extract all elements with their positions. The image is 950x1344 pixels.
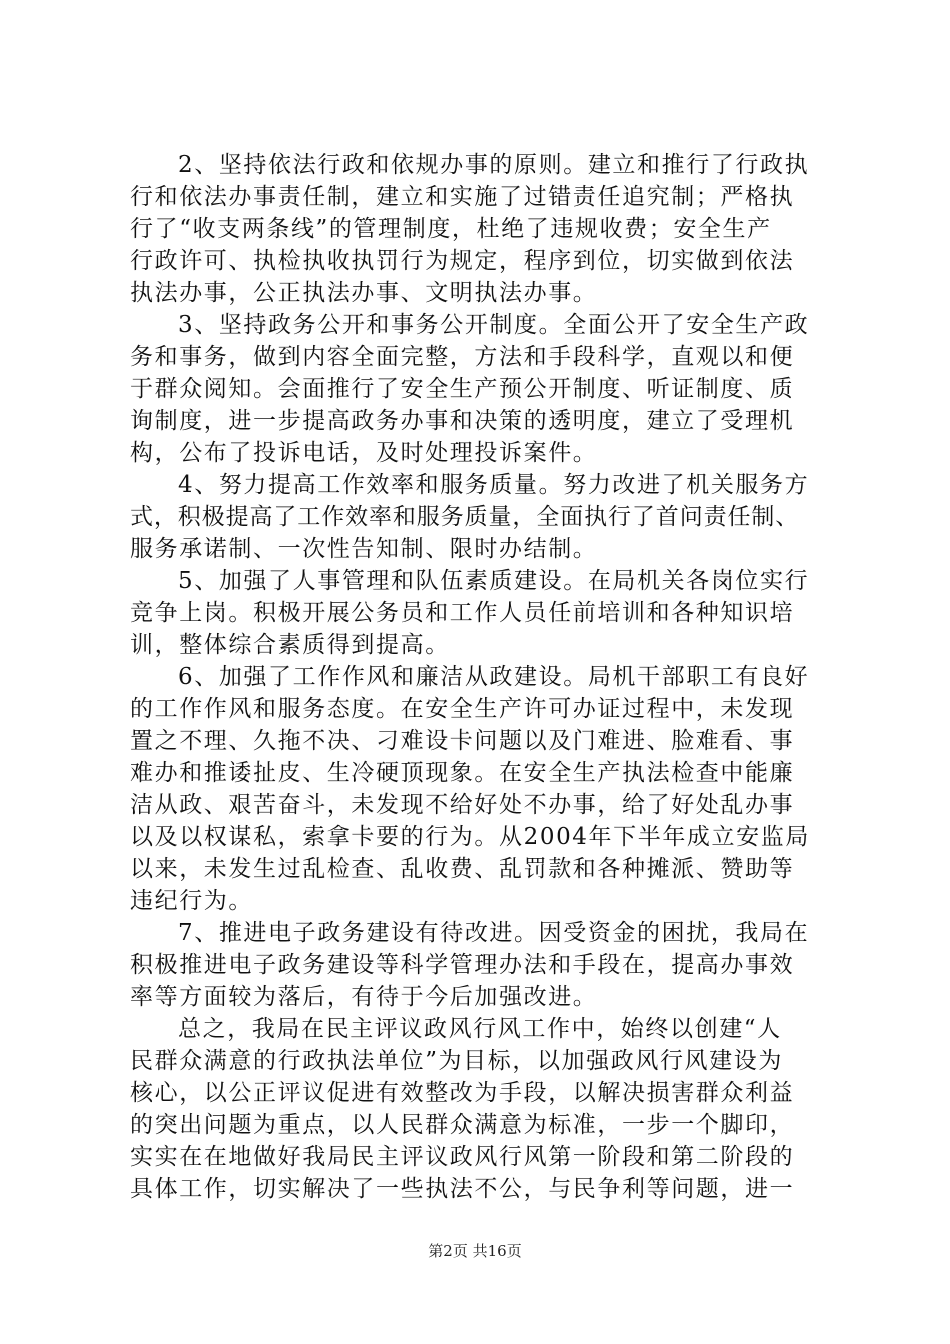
text-line: 积极推进电子政务建设等科学管理办法和手段在，提高办事效	[130, 952, 795, 978]
text-line: 的工作作风和服务态度。在安全生产许可办证过程中，未发现	[130, 696, 795, 722]
text-line: 式，积极提高了工作效率和服务质量，全面执行了首问责任制、	[130, 504, 800, 530]
text-line: 实实在在地做好我局民主评议政风行风第一阶段和第二阶段的	[130, 1144, 795, 1170]
text-line: 2、坚持依法行政和依规办事的原则。建立和推行了行政执	[178, 152, 810, 178]
text-line: 具体工作，切实解决了一些执法不公，与民争利等问题，进一	[130, 1176, 795, 1202]
text-line: 执法办事，公正执法办事、文明执法办事。	[130, 280, 598, 306]
text-line: 询制度，进一步提高政务办事和决策的透明度，建立了受理机	[130, 408, 795, 434]
text-line: 5、加强了人事管理和队伍素质建设。在局机关各岗位实行	[178, 568, 810, 594]
text-line: 民群众满意的行政执法单位”为目标，以加强政风行风建设为	[130, 1048, 783, 1074]
text-line: 置之不理、久拖不决、刁难设卡问题以及门难进、脸难看、事	[130, 728, 795, 754]
text-line: 难办和推诿扯皮、生冷硬顶现象。在安全生产执法检查中能廉	[130, 760, 795, 786]
page-number-footer: 第2页 共16页	[428, 1242, 522, 1260]
text-line: 总之，我局在民主评议政风行风工作中，始终以创建“人	[178, 1016, 782, 1042]
text-line: 核心，以公正评议促进有效整改为手段，以解决损害群众利益	[130, 1080, 795, 1106]
text-line: 的突出问题为重点，以人民群众满意为标准，一步一个脚印，	[130, 1112, 795, 1138]
text-line: 行政许可、执检执收执罚行为规定，程序到位，切实做到依法	[130, 248, 795, 274]
text-line: 洁从政、艰苦奋斗，未发现不给好处不办事，给了好处乱办事	[130, 792, 795, 818]
text-line: 行了“收支两条线”的管理制度，杜绝了违规收费；安全生产	[130, 216, 772, 242]
text-line: 率等方面较为落后，有待于今后加强改进。	[130, 984, 598, 1010]
text-line: 构，公布了投诉电话，及时处理投诉案件。	[130, 440, 598, 466]
text-line: 以来，未发生过乱检查、乱收费、乱罚款和各种摊派、赞助等	[130, 856, 795, 882]
text-line: 于群众阅知。会面推行了安全生产预公开制度、听证制度、质	[130, 376, 795, 402]
text-line: 6、加强了工作作风和廉洁从政建设。局机干部职工有良好	[178, 664, 810, 690]
text-line: 以及以权谋私，索拿卡要的行为。从2004年下半年成立安监局	[130, 824, 810, 850]
text-line: 3、坚持政务公开和事务公开制度。全面公开了安全生产政	[178, 312, 810, 338]
text-line: 竞争上岗。积极开展公务员和工作人员任前培训和各种知识培	[130, 600, 795, 626]
text-line: 4、努力提高工作效率和服务质量。努力改进了机关服务方	[178, 472, 810, 498]
text-line: 违纪行为。	[130, 888, 253, 914]
text-line: 务和事务，做到内容全面完整，方法和手段科学，直观以和便	[130, 344, 795, 370]
text-line: 行和依法办事责任制，建立和实施了过错责任追究制；严格执	[130, 184, 795, 210]
text-line: 服务承诺制、一次性告知制、限时办结制。	[130, 536, 598, 562]
text-line: 训，整体综合素质得到提高。	[130, 632, 450, 658]
text-line: 7、推进电子政务建设有待改进。因受资金的困扰，我局在	[178, 920, 810, 946]
